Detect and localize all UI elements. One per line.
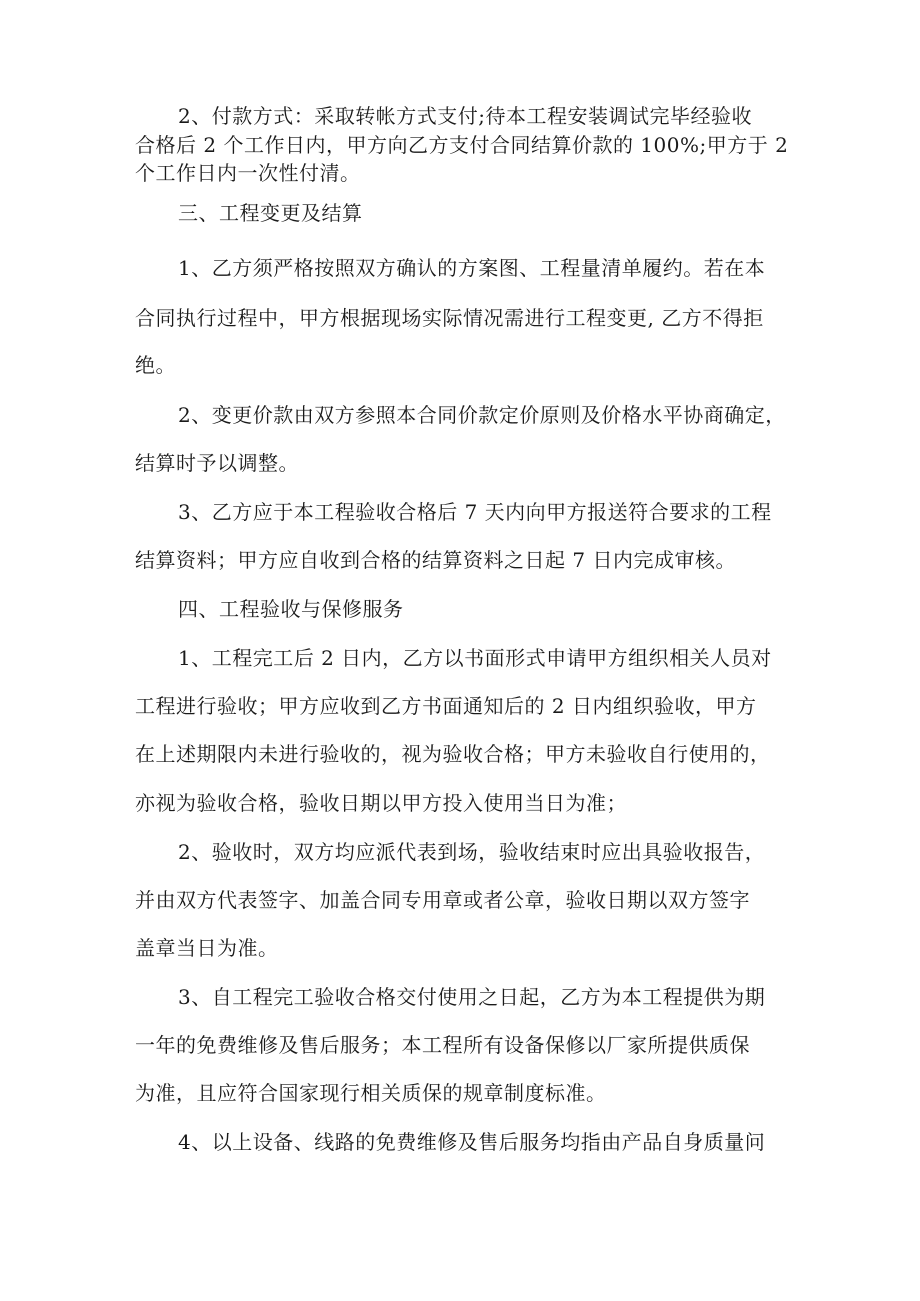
text-line: 合同执行过程中，甲方根据现场实际情况需进行工程变更, 乙方不得拒 [135,306,764,330]
text-line: 一年的免费维修及售后服务；本工程所有设备保修以厂家所提供质保 [135,1033,750,1057]
text-line: 合格后 2 个工作日内，甲方向乙方支付合同结算价款的 100%;甲方于 2 [135,133,789,157]
text-line: 盖章当日为准。 [135,936,279,960]
text-line: 个工作日内一次性付清。 [135,161,361,185]
text-line: 亦视为验收合格，验收日期以甲方投入使用当日为准； [135,791,627,815]
text-line: 结算时予以调整。 [135,451,299,475]
text-line: 2、变更价款由双方参照本合同价款定价原则及价格水平协商确定， [178,403,786,427]
text-line: 2、验收时，双方均应派代表到场，验收结束时应出具验收报告， [178,840,766,864]
section-heading: 四、工程验收与保修服务 [178,597,404,621]
text-line: 在上述期限内未进行验收的，视为验收合格；甲方未验收自行使用的， [135,742,771,766]
text-line: 为准，且应符合国家现行相关质保的规章制度标准。 [135,1081,607,1105]
text-line: 绝。 [135,353,176,377]
text-line: 1、乙方须严格按照双方确认的方案图、工程量清单履约。若在本 [178,256,766,280]
text-line: 工程进行验收；甲方应收到乙方书面通知后的 2 日内组织验收，甲方 [135,694,757,718]
text-line: 并由双方代表签字、加盖合同专用章或者公章，验收日期以双方签字 [135,888,750,912]
text-line: 3、乙方应于本工程验收合格后 7 天内向甲方报送符合要求的工程 [178,500,772,524]
text-line: 结算资料；甲方应自收到合格的结算资料之日起 7 日内完成审核。 [135,548,736,572]
text-line: 3、自工程完工验收合格交付使用之日起，乙方为本工程提供为期 [178,985,766,1009]
text-line: 4、以上设备、线路的免费维修及售后服务均指由产品自身质量问 [178,1130,766,1154]
text-line: 1、工程完工后 2 日内，乙方以书面形式申请甲方组织相关人员对 [178,646,772,670]
text-line: 2、付款方式：采取转帐方式支付;待本工程安装调试完毕经验收 [178,104,752,128]
section-heading: 三、工程变更及结算 [178,201,363,225]
